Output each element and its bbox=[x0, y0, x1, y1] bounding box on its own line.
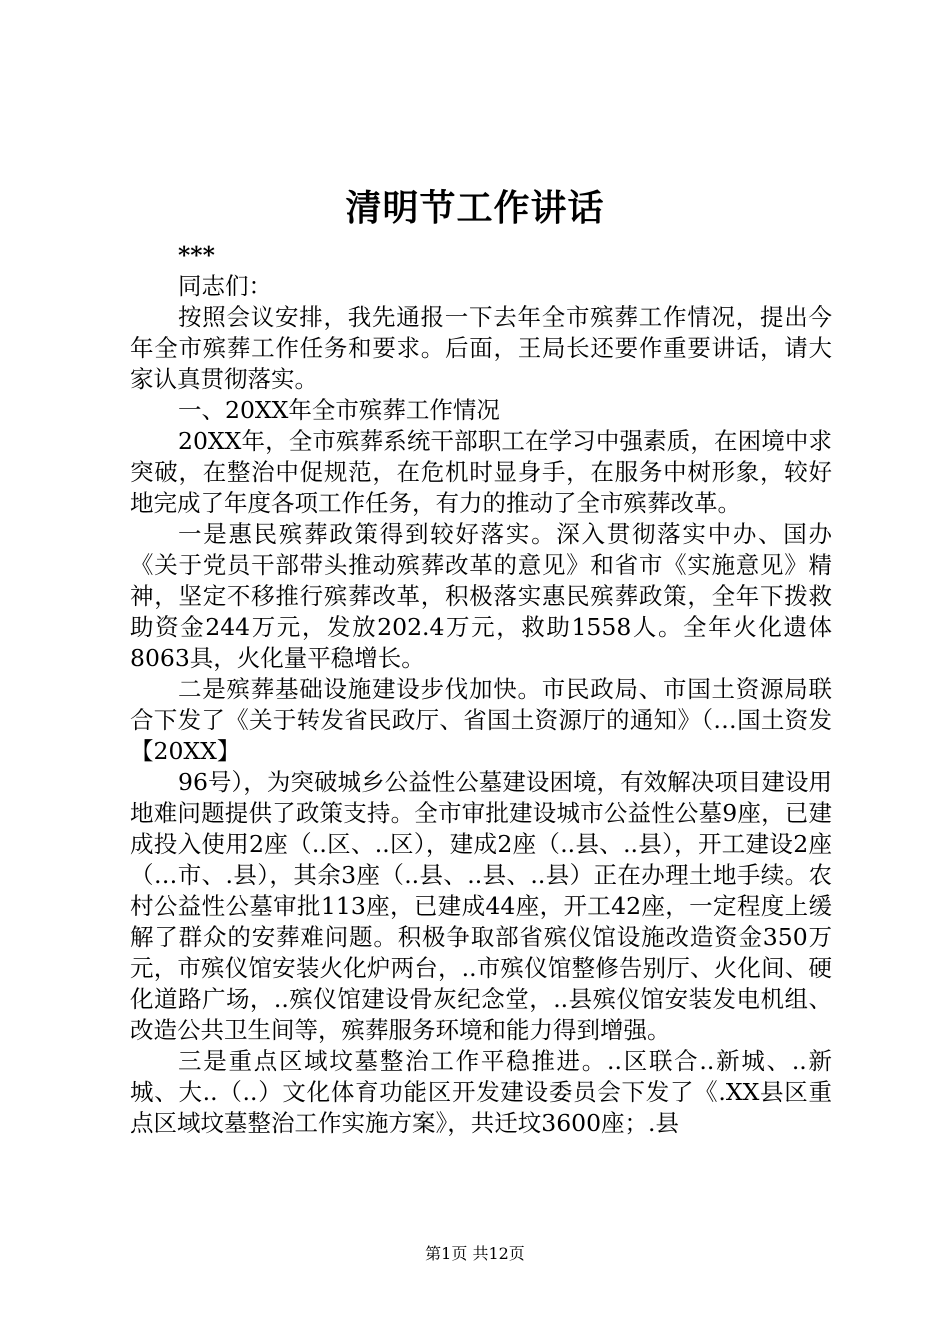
paragraph: 一是惠民殡葬政策得到较好落实。深入贯彻落实中办、国办《关于党员干部带头推动殡葬改革的意见》和省市《实施意见》精神，坚定不移推行殡葬改革，积极落实惠民殡葬政策，全年下拨救助资金244万元，发放202.4万元，救助1558人。全年火化遗体8063具，火化量平稳增长。 bbox=[130, 520, 832, 672]
paragraph: 20XX年，全市殡葬系统干部职工在学习中强素质，在困境中求突破，在整治中促规范，在危机时显身手，在服务中树形象，较好地完成了年度各项工作任务，有力的推动了全市殡葬改革。 bbox=[130, 427, 832, 517]
document-title: 清明节工作讲话 bbox=[345, 187, 605, 229]
author-line: *** bbox=[178, 241, 215, 269]
paragraph: 二是殡葬基础设施建设步伐加快。市民政局、市国土资源局联合下发了《关于转发省民政厅、省国土资源厅的通知》（…国土资发【20XX】 bbox=[130, 675, 832, 765]
paragraph: 按照会议安排，我先通报一下去年全市殡葬工作情况，提出今年全市殡葬工作任务和要求。后面，王局长还要作重要讲话，请大家认真贯彻落实。 bbox=[130, 303, 832, 393]
section-heading: 一、20XX年全市殡葬工作情况 bbox=[178, 396, 500, 424]
salutation: 同志们： bbox=[178, 272, 272, 300]
document-body bbox=[130, 240, 832, 1139]
page-footer: 第1页 共12页 bbox=[425, 1244, 525, 1263]
paragraph: 三是重点区域坟墓整治工作平稳推进。..区联合..新城、..新城、大..（..）文化体育功能区开发建设委员会下发了《.XX县区重点区域坟墓整治工作实施方案》，共迁坟3600座；.县 bbox=[130, 1047, 832, 1137]
paragraph: 96号），为突破城乡公益性公墓建设困境，有效解决项目建设用地难问题提供了政策支持。全市审批建设城市公益性公墓9座，已建成投入使用2座（..区、..区），建成2座（..县、..县），开工建设2座（…市、.县），其余3座（..县、..县、..县）正在办理土地手续。农村公益性公墓审批113座，已建成44座，开工42座，一定程度上缓解了群众的安葬难问题。积极争取部省殡仪馆设施改造资金350万元，市殡仪馆安装火化炉两台，..市殡仪馆整修告别厅、火化间、硬化道路广场，..殡仪馆建设骨灰纪念堂，..县殡仪馆安装发电机组、改造公共卫生间等，殡葬服务环境和能力得到增强。 bbox=[130, 768, 832, 1044]
